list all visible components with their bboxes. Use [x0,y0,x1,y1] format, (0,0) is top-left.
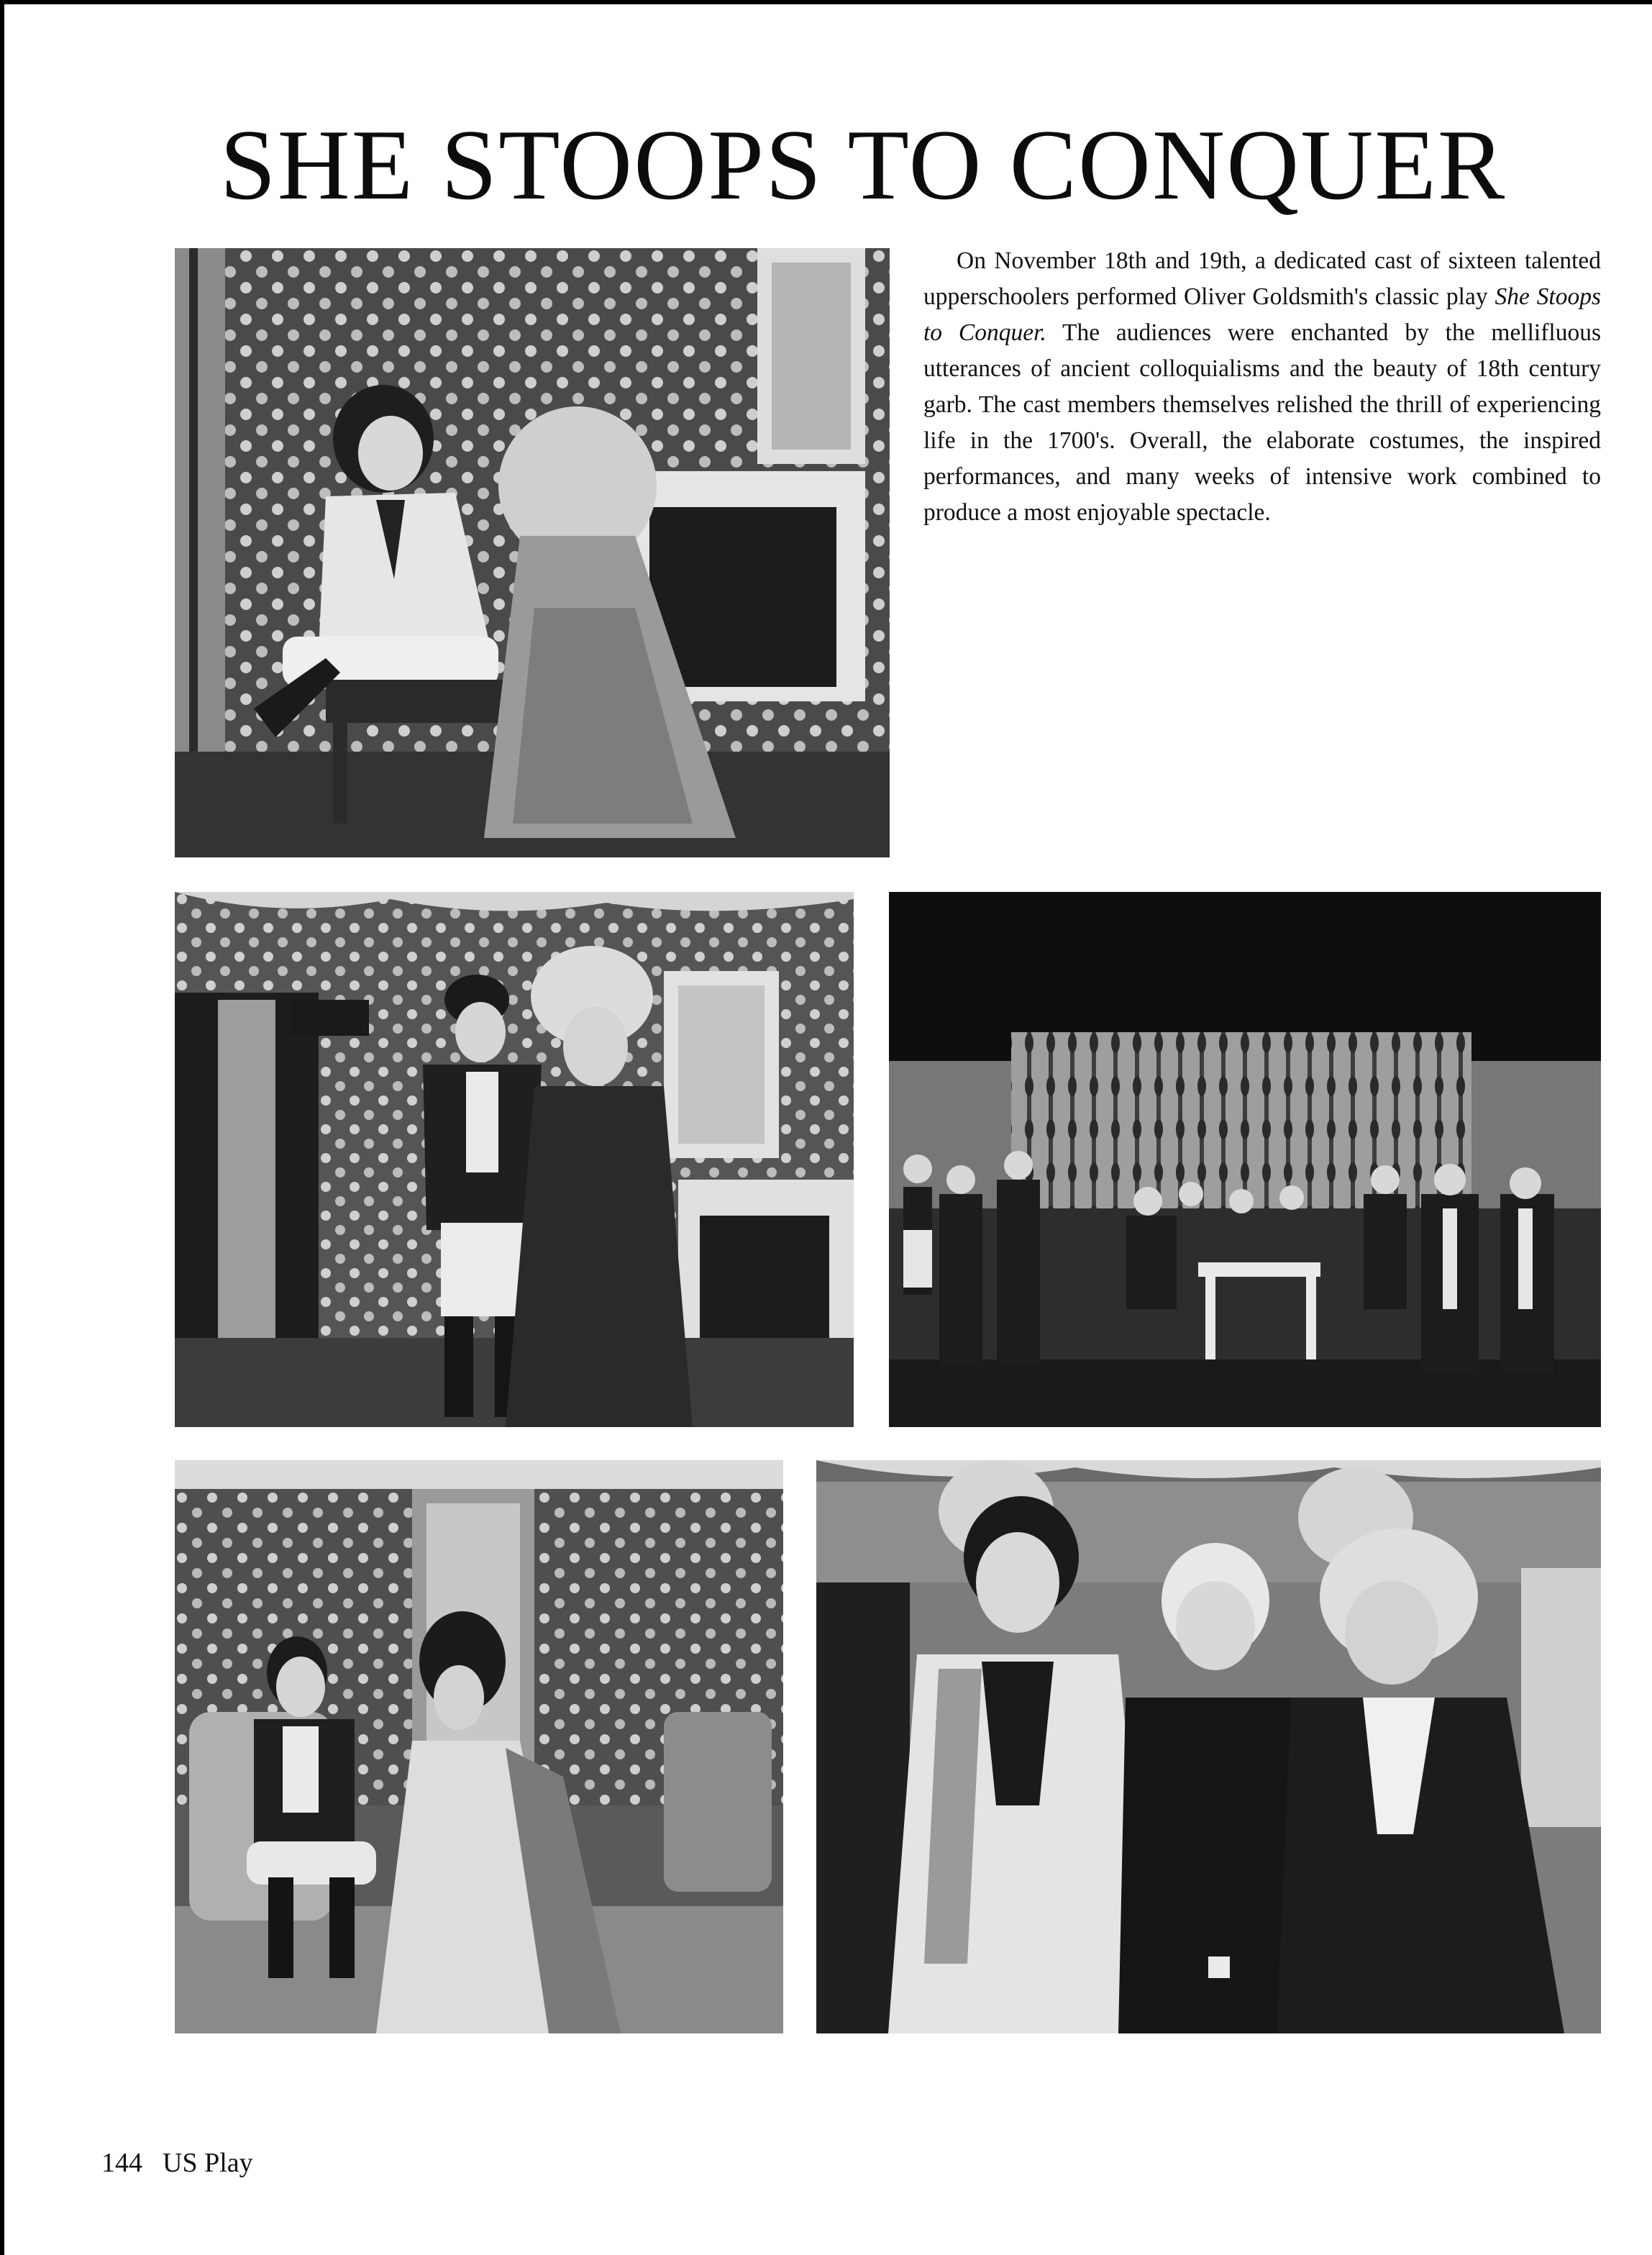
page-title: SHE STOOPS TO CONQUER [219,109,1507,221]
page-top-edge [0,0,1652,4]
play-title-italic: She Stoops to Conquer. [923,283,1601,346]
photo-man-and-woman-in-parlor [175,892,854,1427]
section-name: US Play [163,2148,253,2178]
photo-seated-actor-with-lady [175,248,890,857]
photo-cast-posing-with-director [816,1460,1601,2033]
page-number: 144 [101,2148,142,2178]
article-body-intro: On November 18th and 19th, a dedicated cast of sixteen talented upperschoolers performed Oliver Goldsmith's classic play [923,247,1601,310]
article-body [923,243,1601,531]
photo-ensemble-cast-at-table [889,892,1601,1427]
page-left-edge [0,0,4,2255]
page-footer [101,2147,253,2179]
article-body-rest: The audiences were enchanted by the mellifluous utterances of ancient colloquialisms and the beauty of 18th century garb. The cast members themselves relished the thrill of experiencing life in the 1700's. Overall, the elaborate costumes, the inspired performances, and many weeks of intensive work combined to produce a most enjoyable spectacle. [923,319,1601,526]
photo-seated-gentleman-and-lady [175,1460,783,2033]
